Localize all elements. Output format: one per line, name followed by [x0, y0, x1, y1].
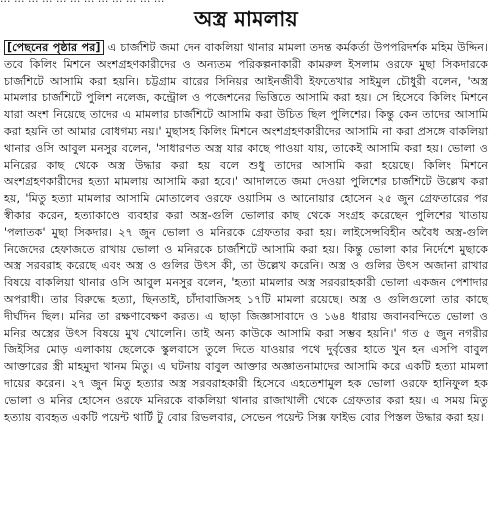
article-body	[4, 40, 488, 528]
previous-column-cutoff-text	[0, 0, 492, 5]
continued-from-back-page-tag: [পেছনের পৃষ্ঠার পর]	[4, 40, 104, 55]
article-headline: অস্ত্র মামলায়	[194, 7, 298, 31]
article-body-text: এ চার্জশিট জমা দেন বাকলিয়া থানার মামলা তদন্ত কর্মকর্তা উপপরিদর্শক মহিম উদ্দিন। তবে কিলিং মিশনে অংশগ্রহণকারীদের ও অন্যতম পরিকল্পনাকারী কামরুল ইসলাম ওরফে মুছা সিকদারকে চার্জশিটে আসামি করা হয়নি। চট্টগ্রাম বারের সিনিয়র আইনজীবী ইফতেখার সাইমুল চৌধুরী বলেন, 'অস্ত্র মামলার চার্জশিটে পুলিশ নলেজ, কন্ট্রোল ও পজেশনের ভিত্তিতে আসামি করা হয়। সে হিসেবে কিলিং মিশনে যারা অংশ নিয়েছে তাদের এ মামলার চার্জশিটে আসামি করা উচিত ছিল পুলিশের। কিন্তু কেন তাদের আসামি করা হয়নি তা আমার বোধগম্য নয়।' মুছাসহ কিলিং মিশনে অংশগ্রহণকারীদের আসামি না করা প্রসঙ্গে বাকলিয়া থানার ওসি আবুল মনসুর বলেন, 'সাধারণত অস্ত্র যার কাছে পাওয়া যায়, তাকেই আসামি করা হয়। ভোলা ও মনিরের কাছ থেকে অস্ত্র উদ্ধার করা হয় বলে শুধু তাদের আসামি করা হয়েছে। কিলিং মিশনে অংশগ্রহণকারীদের হত্যা মামলায় আসামি করা হবে।' আদালতে জমা দেওয়া পুলিশের চার্জশিটে উল্লেখ করা হয়, 'মিতু হত্যা মামলার আসামি মোতালেব ওরফে ওয়াসিম ও আনোয়ার হোসেন ২৫ জুন গ্রেফতারের পর স্বীকার করেন, হত্যাকাণ্ডে ব্যবহার করা অস্ত্র-গুলি ভোলার কাছ থেকে সংগ্রহ করেছেন পুলিশের খাতায় 'পলাতক' মুছা সিকদার। ২৭ জুন ভোলা ও মনিরকে গ্রেফতার করা হয়। লাইসেন্সবিহীন অবৈধ অস্ত্র-গুলি নিজেদের হেফাজতে রাখায় ভোলা ও মনিরকে চার্জশিটে আসামি করা হয়। কিন্তু ভোলা কার নির্দেশে মুছাকে অস্ত্র সরবরাহ করেছে এবং অস্ত্র ও গুলির উৎস কী, তা উল্লেখ করেনি। অস্ত্র ও গুলির উৎস অজানা রাখার বিষয়ে বাকলিয়া থানার ওসি আবুল মনসুর বলেন, 'হত্যা মামলার অস্ত্র সরবরাহকারী ভোলা একজন পেশাদার অপরাধী। তার বিরুদ্ধে হত্যা, ছিনতাই, চাঁদাবাজিসহ ১৭টি মামলা রয়েছে। অস্ত্র ও গুলিগুলো তার কাছে দীর্ঘদিন ছিল। মনির তা রক্ষণাবেক্ষণ করত। এ ছাড়া জিজ্ঞাসাবাদে ও ১৬৪ ধারায় জবানবন্দিতে ভোলা ও মনির অস্ত্রের উৎস বিষয়ে মুখ খোলেনি। তাই অন্য কাউকে আসামি করা সম্ভব হয়নি।' গত ৫ জুন নগরীর জিইসির মোড় এলাকায় ছেলেকে স্কুলবাসে তুলে দিতে যাওয়ার পথে দুর্বৃত্তের হাতে খুন হন এসপি বাবুল আক্তারের স্ত্রী মাহমুদা খানম মিতু। এ ঘটনায় বাবুল আক্তার অজ্ঞাতনামাদের আসামি করে একটি হত্যা মামলা দায়ের করেন। ২৭ জুন মিতু হত্যার অস্ত্র সরবরাহকারী হিসেবে এহতেশামুল হক ভোলা ওরফে হানিফুল হক ভোলা ও মনির হোসেন ওরফে মনিরকে বাকলিয়া থানার রাজাখালী থেকে গ্রেফতার করা হয়। এ সময় মিতু হত্যায় ব্যবহৃত একটি পয়েন্ট থার্টি টু বোর রিভলবার, সেভেন পয়েন্ট সিক্স ফাইভ বোর পিস্তল উদ্ধার করা হয়।	[4, 41, 488, 424]
